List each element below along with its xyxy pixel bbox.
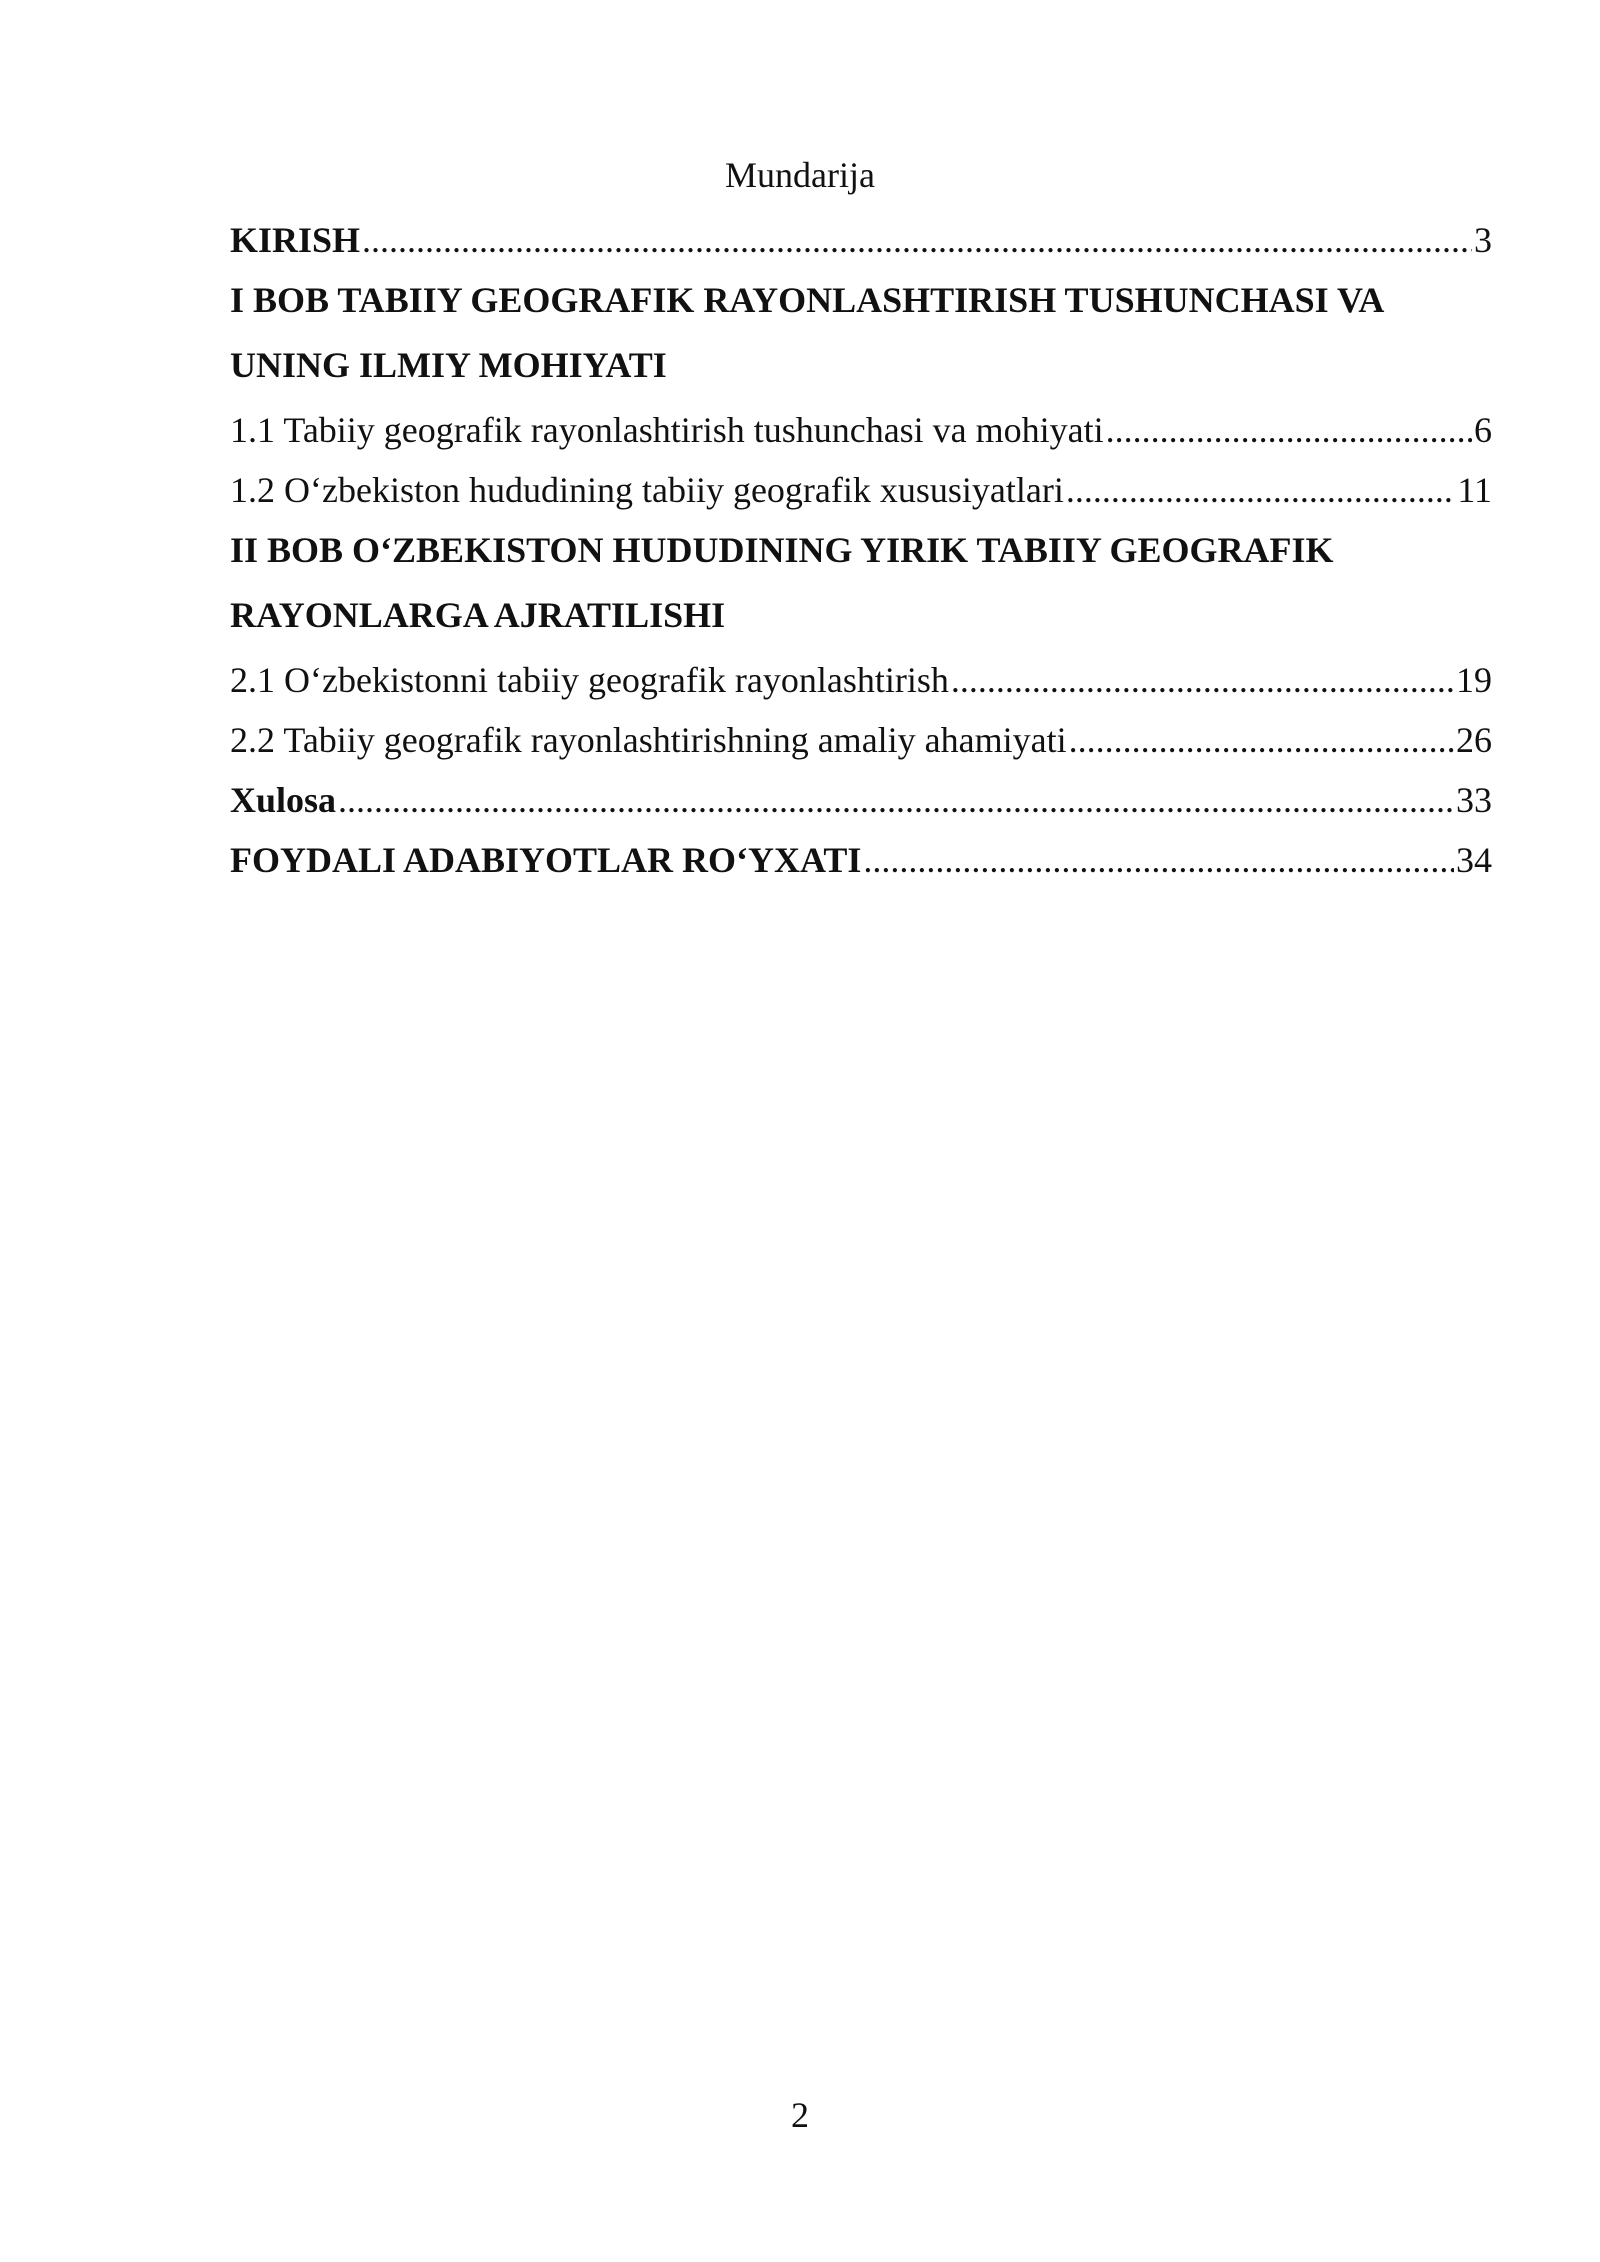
toc-entry-kirish[interactable] xyxy=(230,215,1492,265)
toc-entry-label: Xulosa xyxy=(230,780,337,820)
toc-entry-label: 2.1 O‘zbekistonni tabiiy geografik rayonlashtirish xyxy=(230,660,949,700)
toc-entry-label: FOYDALI ADABIYOTLAR RO‘YXATI xyxy=(230,840,862,880)
toc-entry-label: 1.2 O‘zbekiston hududining tabiiy geografik xususiyatlari xyxy=(230,470,1064,510)
dot-leader xyxy=(863,835,1454,885)
dot-leader xyxy=(338,775,1454,825)
toc-entry-label: KIRISH xyxy=(230,220,361,260)
toc-entry-page: 34 xyxy=(1456,840,1492,880)
toc-chapter-1-line-2[interactable]: UNING ILMIY MOHIYATI xyxy=(230,345,667,385)
toc-chapter-2-line-2[interactable]: RAYONLARGA AJRATILISHI xyxy=(230,595,726,635)
toc-title: Mundarija xyxy=(725,155,875,195)
toc-entry-page: 3 xyxy=(1474,220,1492,260)
dot-leader xyxy=(1106,405,1472,455)
toc-entry-label: 1.1 Tabiiy geografik rayonlashtirish tushunchasi va mohiyati xyxy=(230,410,1104,450)
toc-chapter-2-line-1[interactable]: II BOB O‘ZBEKISTON HUDUDINING YIRIK TABIIY GEOGRAFIK xyxy=(230,530,1334,570)
toc-entry-page: 19 xyxy=(1456,660,1492,700)
dot-leader xyxy=(362,215,1472,265)
toc-entry-page: 11 xyxy=(1457,470,1492,510)
toc-entry-2-2[interactable] xyxy=(230,715,1492,765)
dot-leader xyxy=(1069,715,1454,765)
toc-chapter-1-line-1[interactable]: I BOB TABIIY GEOGRAFIK RAYONLASHTIRISH TUSHUNCHASI VA xyxy=(230,280,1385,320)
dot-leader xyxy=(951,655,1454,705)
toc-entry-page: 33 xyxy=(1456,780,1492,820)
toc-entry-page: 6 xyxy=(1474,410,1492,450)
toc-entry-1-1[interactable] xyxy=(230,405,1492,455)
toc-entry-adabiyotlar[interactable] xyxy=(230,835,1492,885)
page-number: 2 xyxy=(791,2095,809,2135)
toc-entry-page: 26 xyxy=(1456,720,1492,760)
toc-entry-label: 2.2 Tabiiy geografik rayonlashtirishning amaliy ahamiyati xyxy=(230,720,1067,760)
toc-entry-1-2[interactable] xyxy=(230,465,1492,515)
toc-entry-2-1[interactable] xyxy=(230,655,1492,705)
dot-leader xyxy=(1066,465,1455,515)
toc-entry-xulosa[interactable] xyxy=(230,775,1492,825)
